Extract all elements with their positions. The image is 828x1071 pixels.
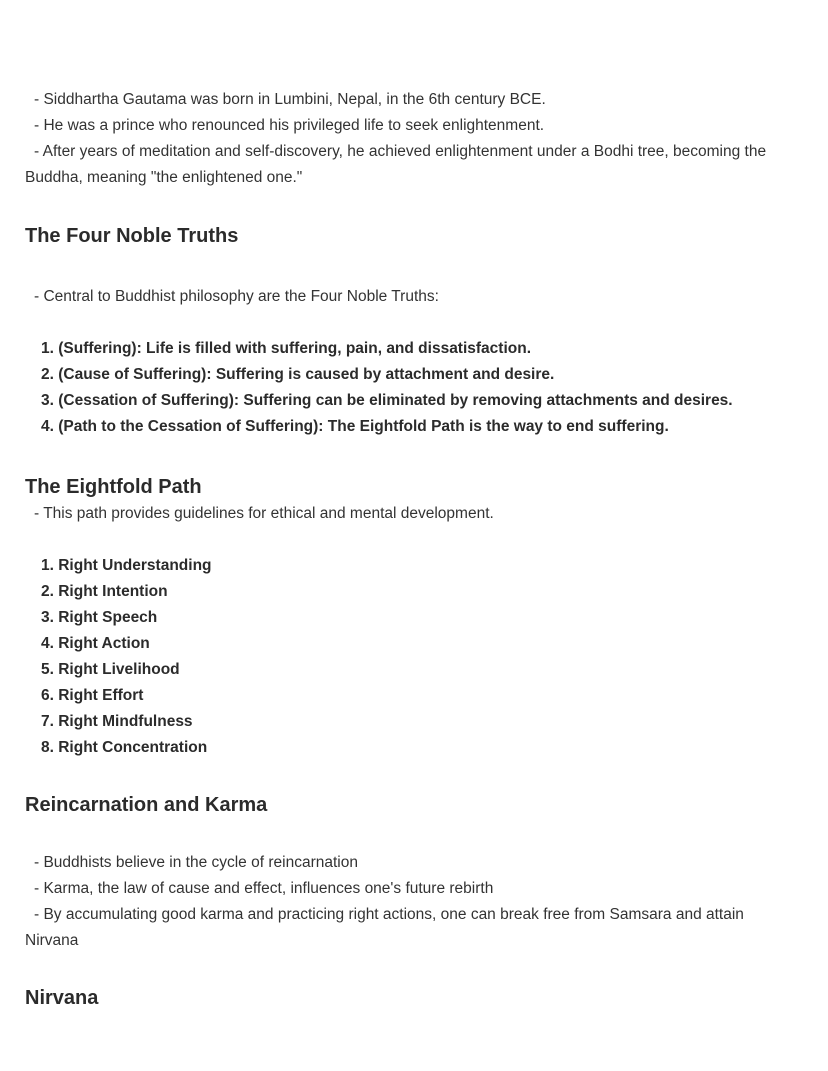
reincarnation-line xyxy=(25,850,800,876)
list-item: 6. Right Effort xyxy=(41,687,144,704)
reincarnation-text: - Buddhists believe in the cycle of reincarnation xyxy=(34,854,358,871)
eightfold-lead-text: - This path provides guidelines for ethical and mental development. xyxy=(34,505,494,522)
document-body xyxy=(25,87,800,1012)
intro-section xyxy=(25,87,800,191)
four-truths-list xyxy=(25,336,800,440)
list-item: 3. (Cessation of Suffering): Suffering can be eliminated by removing attachments and desires. xyxy=(41,392,733,409)
reincarnation-text: - By accumulating good karma and practicing right actions, one can break free from Samsara and attain Nirvana xyxy=(25,906,744,949)
list-item: 5. Right Livelihood xyxy=(41,661,180,678)
list-item: 8. Right Concentration xyxy=(41,739,208,756)
four-noble-truths-section xyxy=(25,222,800,440)
list-item: 1. Right Understanding xyxy=(41,557,212,574)
eightfold-path-section xyxy=(25,473,800,761)
nirvana-heading: Nirvana xyxy=(25,987,99,1009)
reincarnation-line xyxy=(25,876,800,902)
intro-text: - He was a prince who renounced his privileged life to seek enlightenment. xyxy=(34,117,545,134)
list-item: 2. (Cause of Suffering): Suffering is caused by attachment and desire. xyxy=(41,366,555,383)
four-truths-lead-text: - Central to Buddhist philosophy are the Four Noble Truths: xyxy=(34,288,439,305)
intro-text: - Siddhartha Gautama was born in Lumbini, Nepal, in the 6th century BCE. xyxy=(34,91,546,108)
reincarnation-karma-section xyxy=(25,791,800,954)
list-item: 1. (Suffering): Life is filled with suffering, pain, and dissatisfaction. xyxy=(41,340,532,357)
reincarnation-text: - Karma, the law of cause and effect, influences one's future rebirth xyxy=(34,880,494,897)
list-item: 4. (Path to the Cessation of Suffering): The Eightfold Path is the way to end suffering. xyxy=(41,418,669,435)
list-item: 3. Right Speech xyxy=(41,609,158,626)
list-item: 4. Right Action xyxy=(41,635,150,652)
intro-line xyxy=(25,113,800,139)
four-truths-lead xyxy=(25,284,800,310)
eightfold-path-heading: The Eightfold Path xyxy=(25,476,202,498)
list-item: 7. Right Mindfulness xyxy=(41,713,193,730)
intro-line xyxy=(25,87,800,113)
intro-text: - After years of meditation and self-discovery, he achieved enlightenment under a Bodhi tree, becoming the Buddha, meaning "the enlightened one." xyxy=(25,143,767,186)
reincarnation-line xyxy=(25,902,800,954)
nirvana-section xyxy=(25,984,800,1012)
intro-line xyxy=(25,139,800,191)
list-item: 2. Right Intention xyxy=(41,583,168,600)
eightfold-lead xyxy=(25,501,800,527)
four-noble-truths-heading: The Four Noble Truths xyxy=(25,225,239,247)
eightfold-list xyxy=(25,553,800,761)
reincarnation-karma-heading: Reincarnation and Karma xyxy=(25,794,268,816)
